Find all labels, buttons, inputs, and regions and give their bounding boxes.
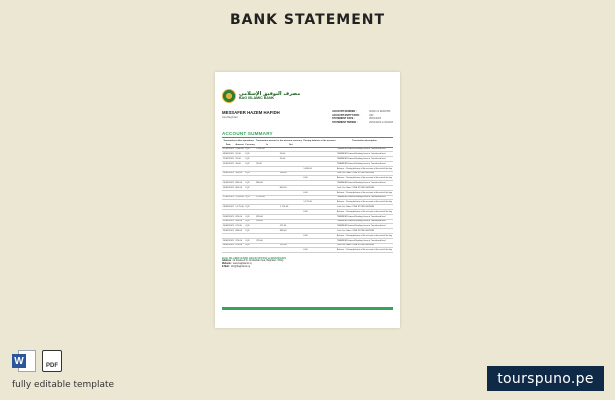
cell-amount: 800.00 bbox=[235, 185, 245, 190]
column-header: Out bbox=[279, 143, 303, 147]
cell-currency: IQD bbox=[245, 185, 256, 190]
cell-description: Cash Out Order CONE STORE 00029689 bbox=[336, 205, 393, 210]
cell-amount: 899.00 bbox=[235, 229, 245, 234]
footer-line-value: Al Rasheed St. Al Masbah Area, Baghdad - IRAQ bbox=[233, 260, 284, 263]
group-header: Transaction description bbox=[352, 140, 377, 143]
cell-date: 26/03/2023 bbox=[222, 239, 234, 242]
footer-line-key: Website : bbox=[222, 263, 233, 266]
cell-amount: 1,175.00 bbox=[235, 206, 244, 209]
cell-currency: IQD bbox=[245, 205, 256, 210]
cell-balance: 0.00 bbox=[303, 233, 336, 238]
cell-description: Balance - Closing balance of the account at the end of the day bbox=[336, 167, 392, 170]
footer-line-key: Address : bbox=[222, 260, 233, 263]
cell-currency: IQD bbox=[245, 147, 256, 152]
cell-date: 24/03/2023 bbox=[222, 225, 234, 228]
cell-amount: 35.00 bbox=[235, 161, 245, 166]
group-header: Closing balance of the account bbox=[303, 140, 336, 143]
account-info-key: ACCOUNT NUMBER : bbox=[332, 110, 357, 113]
cell-amount: 100.00 bbox=[235, 171, 245, 176]
cell-description: Balance - Closing balance of the account at the end of the day bbox=[336, 234, 392, 237]
cell-description: TRANSFER Internal Banking Issue to Transferred fund bbox=[336, 224, 393, 229]
transactions-table bbox=[222, 140, 393, 253]
cell-description: TRANSFER Internal Banking Issue to Transferred fund bbox=[336, 214, 393, 219]
account-summary-title: ACCOUNT SUMMARY bbox=[222, 131, 273, 137]
cell-description: Balance - Closing balance of the account at the end of the day bbox=[336, 191, 392, 194]
bank-name-english: BAG ISLAMIC BANK bbox=[239, 95, 275, 100]
cell-amount: 1,500.00 bbox=[235, 148, 244, 151]
cell-description: Balance - Closing balance of the account at the end of the day bbox=[336, 177, 392, 180]
cell-date: 21/03/2023 bbox=[222, 220, 234, 223]
cell-out: 25.00 bbox=[279, 157, 303, 162]
cell-amount: 825.00 bbox=[235, 214, 245, 219]
cell-in: 1,165.00 bbox=[255, 195, 279, 200]
cell-out: 100.00 bbox=[279, 171, 303, 176]
cell-in: 285.00 bbox=[255, 219, 279, 224]
cell-balance: 0.00 bbox=[303, 209, 336, 214]
cell-amount: 890.00 bbox=[235, 181, 245, 186]
cell-amount: 225.00 bbox=[235, 238, 245, 243]
customer-subtitle: Iraq Baghdad bbox=[222, 116, 238, 119]
cell-date: 25/03/2023 bbox=[222, 230, 234, 232]
cell-in bbox=[255, 248, 279, 253]
bank-emblem-icon bbox=[222, 89, 236, 103]
cell-currency bbox=[245, 248, 256, 253]
account-info-value: 00100 21 92200786 bbox=[369, 110, 391, 113]
footer-bar bbox=[222, 307, 393, 310]
page-title: BANK STATEMENT bbox=[229, 12, 386, 28]
cell-description: TRANSFER Internal Banking Issue to Transferred fund bbox=[336, 147, 393, 152]
cell-currency: IQD bbox=[245, 161, 256, 166]
account-info-key: STATEMENT DATE : bbox=[332, 117, 355, 121]
cell-out: 20.00 bbox=[279, 152, 303, 157]
cell-out: 1,175.00 bbox=[279, 205, 303, 210]
brand-badge[interactable]: tourspuno.pe bbox=[487, 366, 604, 391]
cell-currency: IQD bbox=[245, 224, 256, 229]
cell-date: 14/03/2023 bbox=[222, 172, 234, 175]
account-info-value: 29/01/2023 bbox=[369, 117, 382, 121]
account-info-key: STATEMENT PERIOD : bbox=[332, 120, 358, 124]
cell-date: 13/03/2023 bbox=[222, 162, 234, 165]
column-header: Amount bbox=[235, 143, 244, 146]
cell-amount: 1,165.00 bbox=[235, 196, 244, 199]
statement-document bbox=[215, 72, 400, 328]
bank-logo bbox=[222, 88, 393, 104]
cell-date bbox=[222, 248, 235, 253]
cell-description: TRANSFER Internal Banking Issue to Transferred fund bbox=[336, 238, 393, 243]
cell-date: 18/03/2023 bbox=[222, 206, 234, 209]
account-info bbox=[332, 110, 393, 124]
cell-in: 35.00 bbox=[255, 161, 279, 166]
cell-description: Cash Out Order CONE STORE 00029689 bbox=[336, 171, 393, 176]
cell-description: Balance - Closing balance of the account at the end of the day bbox=[336, 249, 392, 252]
editable-label: fully editable template bbox=[12, 380, 115, 390]
cell-in: 825.00 bbox=[255, 214, 279, 219]
cell-balance: 0.00 bbox=[303, 176, 336, 181]
cell-out: 899.00 bbox=[279, 229, 303, 234]
cell-currency: IQD bbox=[245, 195, 256, 200]
cell-currency: IQD bbox=[245, 157, 256, 162]
cell-description: Balance - Closing balance of the account at the end of the day bbox=[336, 210, 392, 213]
group-header: Transaction amount in the account currency bbox=[255, 140, 302, 143]
cell-description: Cash Out Order CONE STORE 00029689 bbox=[336, 243, 393, 248]
footer-title: BAG ISLAMIC BANK HEAD OFFICE & BRANCHES bbox=[222, 257, 286, 261]
cell-balance: 0.00 bbox=[303, 190, 336, 195]
cell-date: 20/03/2023 bbox=[222, 215, 234, 218]
cell-in: 890.00 bbox=[255, 181, 279, 186]
cell-in: 1,500.00 bbox=[255, 147, 279, 152]
footer-line-key: E-Mail : bbox=[222, 266, 231, 269]
cell-amount: 285.00 bbox=[235, 219, 245, 224]
cell-balance: 1,175.00 bbox=[303, 200, 336, 205]
cell-description: TRANSFER Internal Banking Issue to Transferred fund bbox=[336, 181, 393, 186]
cell-amount: 20.00 bbox=[235, 152, 245, 157]
cell-out: 225.00 bbox=[279, 243, 303, 248]
word-file-icon: W bbox=[12, 350, 36, 372]
cell-currency: IQD bbox=[245, 219, 256, 224]
footer-line-value: www.bagislamic.iq bbox=[232, 263, 252, 266]
footer-line-value: info@bagislamic.iq bbox=[230, 266, 251, 269]
cell-currency: IQD bbox=[245, 152, 256, 157]
account-info-key: ACCOUNT ENTITY/FOR : bbox=[332, 113, 361, 117]
table-row bbox=[222, 248, 393, 253]
pdf-file-icon: PDF bbox=[42, 350, 62, 372]
cell-date: 07/03/2023 bbox=[222, 148, 234, 151]
group-header: Transactions after operations bbox=[223, 140, 254, 143]
cell-date: 08/03/2023 bbox=[222, 153, 234, 156]
cell-description: TRANSFER Internal Banking Issue to Transferred fund bbox=[336, 152, 393, 157]
cell-date: 17/03/2023 bbox=[222, 196, 234, 199]
cell-balance: 0.00 bbox=[303, 248, 336, 253]
cell-currency: IQD bbox=[245, 229, 256, 234]
cell-out: 800.00 bbox=[279, 185, 303, 190]
cell-currency: IQD bbox=[245, 214, 256, 219]
cell-description: Balance - Closing balance of the account at the end of the day bbox=[336, 201, 392, 204]
account-info-row bbox=[332, 121, 393, 125]
cell-date: 14/03/2023 bbox=[222, 182, 234, 185]
cell-description: TRANSFER Internal Banking Issue to Transferred fund bbox=[336, 161, 393, 166]
account-info-value: 29/01/2023 to 02/2023 bbox=[369, 120, 393, 124]
column-header: Date bbox=[222, 143, 235, 147]
footer-line bbox=[222, 266, 393, 269]
cell-amount bbox=[235, 248, 245, 253]
footer-contact bbox=[222, 260, 393, 269]
cell-currency: IQD bbox=[245, 238, 256, 243]
account-info-value: IQD bbox=[369, 113, 374, 117]
column-header: Currency bbox=[245, 143, 255, 146]
cell-date: 16/03/2023 bbox=[222, 186, 234, 189]
cell-description: TRANSFER Internal Banking Issue to Transferred fund bbox=[336, 195, 393, 200]
format-icons bbox=[12, 350, 62, 372]
cell-amount: 225.00 bbox=[235, 243, 245, 248]
cell-currency: IQD bbox=[245, 181, 256, 186]
cell-description: Cash Out Order CONE STORE 00029689 bbox=[336, 185, 393, 190]
cell-currency: IQD bbox=[245, 171, 256, 176]
cell-description: TRANSFER Internal Banking Issue to Transferred fund bbox=[336, 219, 393, 224]
cell-amount: 211.00 bbox=[235, 224, 245, 229]
divider bbox=[222, 137, 393, 138]
cell-in: 225.00 bbox=[255, 238, 279, 243]
cell-out: 211.00 bbox=[279, 224, 303, 229]
cell-date: 12/03/2023 bbox=[222, 158, 234, 161]
column-header: In bbox=[255, 143, 279, 147]
cell-amount: 25.00 bbox=[235, 157, 245, 162]
cell-description: TRANSFER Internal Banking Issue to Transferred fund bbox=[336, 157, 393, 162]
customer-name: MESSAFER HAZEM HAFIDH bbox=[222, 110, 280, 115]
cell-description: Cash Out Order CONE STORE 00029689 bbox=[336, 229, 393, 234]
cell-out bbox=[279, 248, 303, 253]
cell-balance: 1,490.00 bbox=[303, 166, 336, 171]
cell-date: 28/03/2023 bbox=[222, 244, 234, 247]
bank-name-arabic: مصرف التوفيق الإسلامي bbox=[239, 90, 301, 97]
cell-currency: IQD bbox=[245, 243, 256, 248]
